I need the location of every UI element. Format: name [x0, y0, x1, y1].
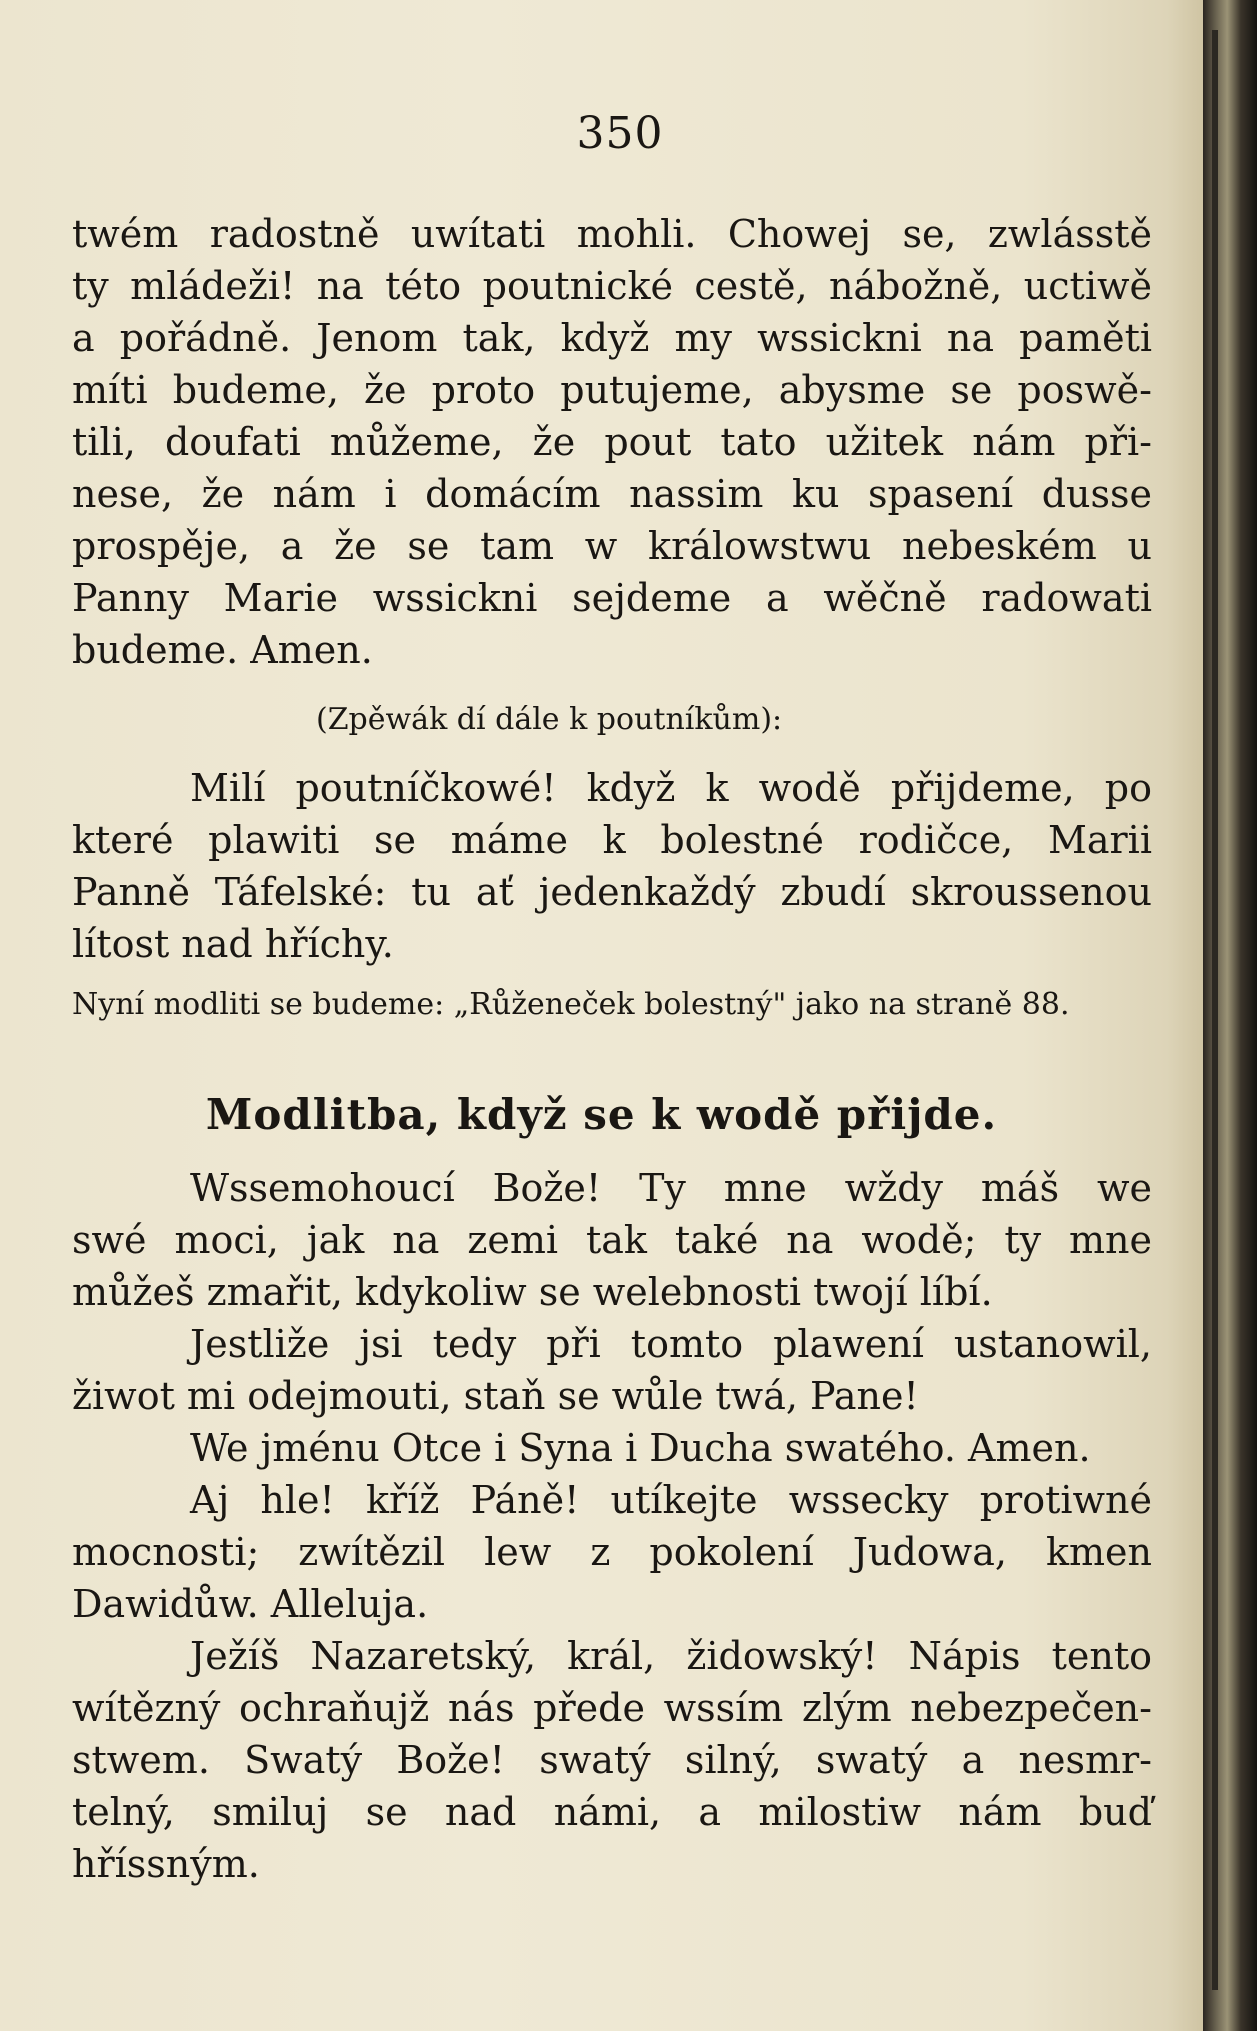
text-line: Milí poutníčkowé! když k wodě přijdeme, po [190, 766, 1152, 810]
text-line: prospěje, a že se tam w králowstwu nebeském u [72, 524, 1152, 568]
text-line: míti budeme, že proto putujeme, abysme se poswě- [72, 368, 1152, 412]
text-line: mocnosti; zwítězil lew z pokolení Judowa, kmen [72, 1530, 1152, 1574]
text-line: Panně Táfelské: tu ať jedenkaždý zbudí skroussenou [72, 870, 1152, 914]
paragraph-5 [72, 1422, 1152, 1474]
text-line: Dawidůw. Alleluja. [72, 1582, 429, 1626]
text-line: lítost nad hříchy. [72, 922, 394, 966]
paragraph-4 [72, 1318, 1152, 1422]
text-line: We jménu Otce i Syna i Ducha swatého. Amen. [190, 1426, 1091, 1470]
text-line: Wssemohoucí Bože! Ty mne wždy máš we [190, 1166, 1152, 1210]
paragraph-6 [72, 1474, 1152, 1630]
text-line: twém radostně uwítati mohli. Chowej se, zwlásstě [72, 212, 1152, 256]
text-line: swé moci, jak na zemi tak také na wodě; ty mne [72, 1218, 1152, 1262]
book-edge-stripe [1212, 30, 1218, 1990]
text-line: telný, smiluj se nad námi, a milostiw nám buď [72, 1790, 1152, 1834]
text-line: Jestliže jsi tedy při tomto plawení ustanowil, [190, 1322, 1152, 1366]
text-line: hříssným. [72, 1842, 260, 1886]
paragraph-3 [72, 1162, 1152, 1318]
text-line: stwem. Swatý Bože! swatý silný, swatý a nesmr- [72, 1738, 1152, 1782]
text-line: můžeš zmařit, kdykoliw se welebnosti twojí líbí. [72, 1270, 993, 1314]
paragraph-2 [72, 762, 1152, 970]
singer-note: (Zpěwák dí dále k poutníkům): [316, 702, 783, 737]
text-line: Panny Marie wssickni sejdeme a wěčně radowati [72, 576, 1152, 620]
text-line: nese, že nám i domácím nassim ku spasení dusse [72, 472, 1152, 516]
text-line: ty mládeži! na této poutnické cestě, nábožně, uctiwě [72, 264, 1152, 308]
prayer-note: Nyní modliti se budeme: „Růženeček bolestný" jako na straně 88. [72, 987, 1070, 1022]
paragraph-7 [72, 1630, 1152, 1890]
text-line: žiwot mi odejmouti, staň se wůle twá, Pane! [72, 1374, 919, 1418]
text-line: budeme. Amen. [72, 628, 373, 672]
paragraph-1 [72, 208, 1152, 676]
text-line: Aj hle! kříž Páně! utíkejte wssecky protiwné [190, 1478, 1152, 1522]
page-number: 350 [576, 108, 664, 159]
text-line: wítězný ochraňujž nás přede wssím zlým nebezpečen- [72, 1686, 1152, 1730]
text-line: Ježíš Nazaretský, král, židowský! Nápis tento [190, 1634, 1152, 1678]
text-line: a pořádně. Jenom tak, když my wssickni na paměti [72, 316, 1152, 360]
text-line: které plawiti se máme k bolestné rodičce, Marii [72, 818, 1152, 862]
text-line: tili, doufati můžeme, že pout tato užitek nám při- [72, 420, 1152, 464]
section-heading: Modlitba, když se k wodě přijde. [205, 1090, 998, 1139]
